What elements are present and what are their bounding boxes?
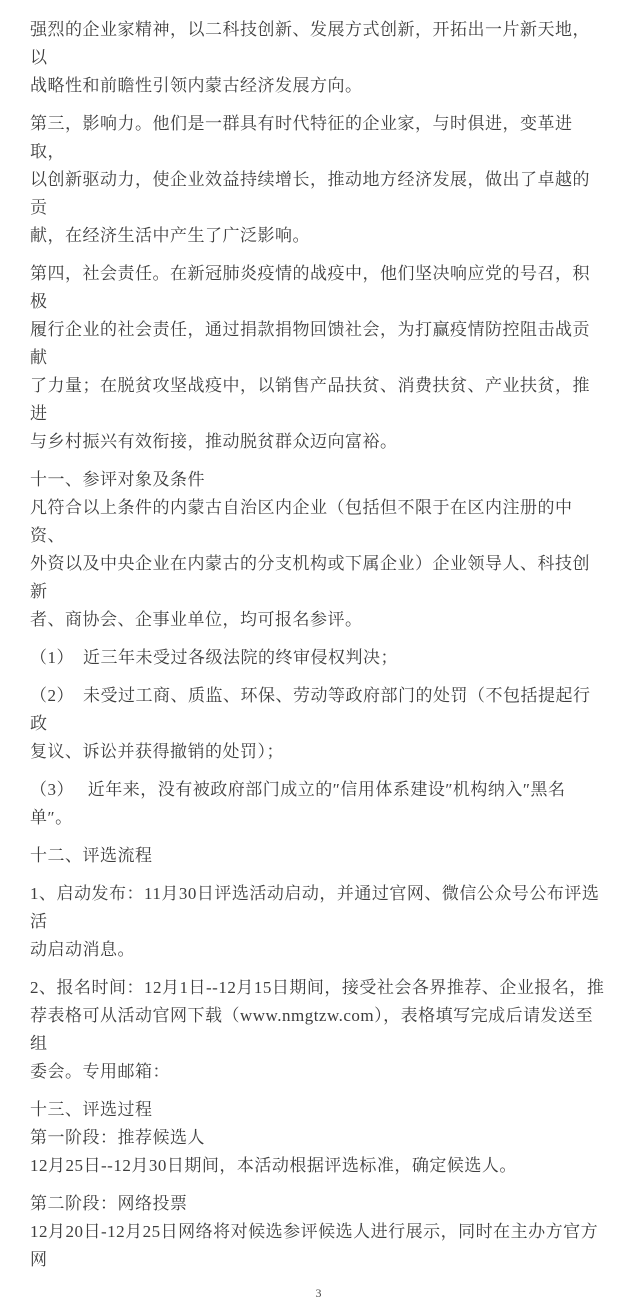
paragraph-block bbox=[30, 880, 607, 964]
text-line: 第三，影响力。他们是一群具有时代特征的企业家，与时俱进，变革进取， bbox=[30, 114, 573, 161]
paragraph-block bbox=[30, 682, 607, 766]
text-line: 履行企业的社会责任，通过捐款捐物回馈社会，为打赢疫情防控阻击战贡献 bbox=[30, 320, 590, 367]
text-line: （1） 近三年未受过各级法院的终审侵权判决； bbox=[30, 648, 398, 667]
text-line: 荐表格可从活动官网下载（www.nmgtzw.com），表格填写完成后请发送至组 bbox=[30, 1006, 594, 1053]
paragraph-block bbox=[30, 842, 607, 870]
text-line: 12月20日-12月25日网络将对候选参评候选人进行展示，同时在主办方官方网 bbox=[30, 1222, 599, 1269]
text-line: 复议、诉讼并获得撤销的处罚）； bbox=[30, 742, 284, 761]
page-footer bbox=[30, 1284, 607, 1306]
paragraph-block bbox=[30, 1096, 607, 1180]
text-line: 2、报名时间：12月1日--12月15日期间，接受社会各界推荐、企业报名，推 bbox=[30, 978, 605, 997]
paragraph-block bbox=[30, 110, 607, 250]
paragraph-block bbox=[30, 1190, 607, 1274]
paragraph-block bbox=[30, 974, 607, 1086]
text-line: 1、启动发布：11月30日评选活动启动，并通过官网、微信公众号公布评选活 bbox=[30, 884, 600, 931]
page-number: 3 bbox=[315, 1286, 322, 1300]
text-line: 了力量；在脱贫攻坚战疫中，以销售产品扶贫、消费扶贫、产业扶贫，推进 bbox=[30, 376, 590, 423]
section-heading: 十三、评选过程 bbox=[30, 1100, 153, 1119]
text-line: 者、商协会、企事业单位，均可报名参评。 bbox=[30, 610, 363, 629]
text-line: 强烈的企业家精神，以二科技创新、发展方式创新，开拓出一片新天地，以 bbox=[30, 20, 590, 67]
text-line: 与乡村振兴有效衔接，推动脱贫群众迈向富裕。 bbox=[30, 432, 398, 451]
text-line: 动启动消息。 bbox=[30, 940, 135, 959]
text-line: 委会。专用邮箱： bbox=[30, 1062, 170, 1081]
text-line: （2） 未受过工商、质监、环保、劳动等政府部门的处罚（不包括提起行政 bbox=[30, 686, 591, 733]
section-heading: 十二、评选流程 bbox=[30, 846, 153, 865]
document-body bbox=[30, 16, 607, 1284]
paragraph-block bbox=[30, 644, 607, 672]
paragraph-block bbox=[30, 776, 607, 832]
section-heading: 十一、参评对象及条件 bbox=[30, 470, 205, 489]
text-line: 第二阶段：网络投票 bbox=[30, 1194, 188, 1213]
text-line: 第一阶段：推荐候选人 bbox=[30, 1128, 205, 1147]
paragraph-block bbox=[30, 466, 607, 634]
text-line: （3） 近年来，没有被政府部门成立的″信用体系建设″机构纳入″黑名单″。 bbox=[30, 780, 566, 827]
text-line: 外资以及中央企业在内蒙古的分支机构或下属企业）企业领导人、科技创新 bbox=[30, 554, 590, 601]
paragraph-block bbox=[30, 16, 607, 100]
text-line: 第四，社会责任。在新冠肺炎疫情的战疫中，他们坚决响应党的号召，积极 bbox=[30, 264, 590, 311]
text-line: 凡符合以上条件的内蒙古自治区内企业（包括但不限于在区内注册的中资、 bbox=[30, 498, 573, 545]
text-line: 12月25日--12月30日期间，本活动根据评选标准，确定候选人。 bbox=[30, 1156, 517, 1175]
text-line: 献，在经济生活中产生了广泛影响。 bbox=[30, 226, 310, 245]
text-line: 以创新驱动力，使企业效益持续增长，推动地方经济发展，做出了卓越的贡 bbox=[30, 170, 590, 217]
paragraph-block bbox=[30, 260, 607, 456]
text-line: 战略性和前瞻性引领内蒙古经济发展方向。 bbox=[30, 76, 363, 95]
